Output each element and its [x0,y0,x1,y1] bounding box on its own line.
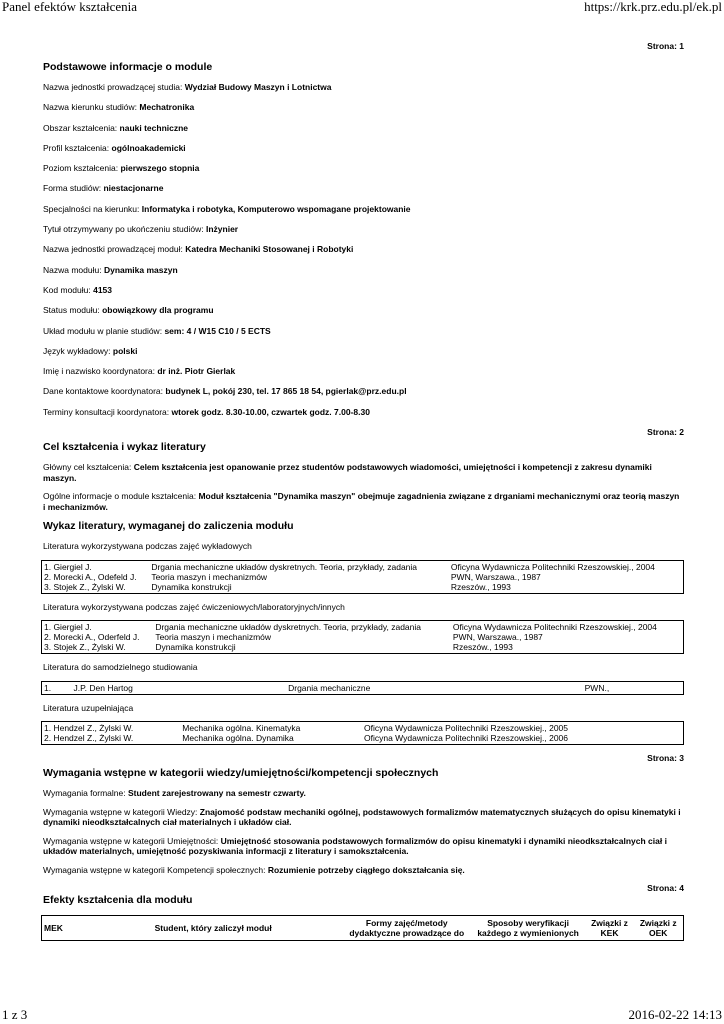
literature-title: Drgania mechaniczne układów dyskretnych. Teoria, przykłady, zadania [155,622,421,633]
formal-requirements: Wymagania formalne: Student zarejestrowany na semestr czwarty. [43,788,306,799]
literature-author: J.P. Den Hartog [73,682,133,693]
info-field: Tytuł otrzymywany po ukończeniu studiów: Inżynier [43,224,239,235]
literature-row [42,733,684,745]
self-literature-table [41,681,684,695]
literature-author: 3. Stojek Z., Żylski W. [44,642,126,653]
literature-publisher: PWN, Warszawa., 1987 [450,571,541,582]
info-field: Język wykładowy: polski [43,345,138,356]
literature-row [42,722,684,734]
info-field: Profil kształcenia: ogólnoakademicki [43,142,186,153]
column-header: Związki z KEK [591,918,628,939]
effects-table [41,915,684,941]
page-number: Strona: 1 [647,41,684,51]
column-header: MEK [44,923,63,934]
info-field: Imię i nazwisko koordynatora: dr inż. Piotr Gierlak [43,366,236,377]
literature-publisher: Rzeszów., 1993 [452,642,513,653]
info-field: Specjalności na kierunku: Informatyka i robotyka, Komputerowo wspomagane projektowanie [43,203,411,214]
literature-num: 1. [44,682,52,693]
basic-info-heading: Podstawowe informacje o module [43,61,213,73]
print-header [0,0,724,16]
page-number: Strona: 4 [647,883,684,894]
literature-author: 2. Hendzel Z., Żylski W. [44,733,134,744]
literature-title: Teoria maszyn i mechanizmów [155,632,272,643]
extra-literature-table [41,721,684,745]
literature-row [42,632,684,642]
column-header: Sposoby weryfikacji każdego z wymienionych [477,918,579,939]
literature-title: Dynamika konstrukcji [155,642,236,653]
info-field: Nazwa modułu: Dynamika maszyn [43,264,178,275]
effects-heading: Efekty kształcenia dla modułu [43,894,193,907]
info-field: Nazwa kierunku studiów: Mechatronika [43,102,195,113]
exercise-literature-label: Literatura wykorzystywana podczas zajęć ćwiczeniowych/laboratoryjnych/innych [43,601,345,612]
document-body [41,41,684,941]
literature-publisher: Oficyna Wydawnicza Politechniki Rzeszowskiej., 2004 [452,622,657,633]
column-header: Formy zajęć/metody dydaktyczne prowadzące do [349,918,465,939]
basic-info-fields [41,82,684,417]
knowledge-requirements: Wymagania wstępne w kategorii Wiedzy: Znajomość podstaw mechaniki ogólnej, podstawowych formalizmów matematycznych służących do opisu kinematyki i dynamiki nieodkształcalnych ciał materialnych i układów ciał. [43,806,681,828]
skills-requirements: Wymagania wstępne w kategorii Umiejętności: Umiejętność stosowania podstawowych formalizmów do opisu kinematyki i dynamiki nieodkształcalnych ciał i układów materialnych, umiejętność pozyskiwania informacji z literatury i samokształcenia. [43,835,667,857]
requirements-heading: Wymagania wstępne w kategorii wiedzy/umiejętności/kompetencji społecznych [43,767,439,780]
literature-publisher: Oficyna Wydawnicza Politechniki Rzeszowskiej., 2005 [364,723,569,734]
literature-title: Drgania mechaniczne [288,682,371,693]
column-header: Student, który zaliczył moduł [154,923,272,934]
page-number: Strona: 2 [647,427,684,438]
page-number: Strona: 3 [647,753,684,764]
literature-row [42,582,684,594]
literature-row [42,621,684,633]
info-field: Nazwa jednostki prowadzącej moduł: Katedra Mechaniki Stosowanej i Robotyki [43,244,354,255]
literature-author: 2. Morecki A., Oderfeld J. [44,632,140,643]
literature-author: 3. Stojek Z., Żylski W. [44,581,126,592]
lecture-literature-label: Literatura wykorzystywana podczas zajęć wykładowych [43,541,252,552]
extra-literature-label: Literatura uzupełniająca [43,702,134,713]
literature-row [42,681,684,694]
literature-row [42,642,684,654]
literature-row [42,560,684,572]
info-field: Układ modułu w planie studiów: sem: 4 / W15 C10 / 5 ECTS [43,325,271,336]
social-requirements: Wymagania wstępne w kategorii Kompetencji społecznych: Rozumienie potrzeby ciągłego dokształcania się. [43,864,465,875]
effects-table-header [42,916,684,941]
info-field: Dane kontaktowe koordynatora: budynek L, pokój 230, tel. 17 865 18 54, pgierlak@prz.edu.pl [43,386,407,397]
literature-publisher: PWN., [584,682,610,693]
general-info: Ogólne informacje o module kształcenia: Moduł kształcenia "Dynamika maszyn" obejmuje zagadnienia związane z drganiami mechanicznymi oraz teorią maszyn i mechanizmów. [43,491,680,512]
main-goal: Główny cel kształcenia: Celem kształcenia jest opanowanie przez studentów podstawowych wiadomości, umiejętności i kompetencji z zakresu dynamiki maszyn. [43,462,652,483]
page-url[interactable]: https://krk.prz.edu.pl/ek.pl [584,0,722,14]
literature-author: 1. Giergiel J. [44,561,92,572]
info-field: Forma studiów: niestacjonarne [43,183,164,194]
lecture-literature-table [41,560,684,594]
literature-publisher: Rzeszów., 1993 [450,581,511,592]
literature-title: Teoria maszyn i mechanizmów [151,571,268,582]
print-footer [0,1008,724,1024]
info-field: Status modułu: obowiązkowy dla programu [43,305,214,316]
literature-publisher: PWN, Warszawa., 1987 [452,632,543,643]
info-field: Terminy konsultacji koordynatora: wtorek godz. 8.30-10.00, czwartek godz. 7.00-8.30 [43,406,370,417]
info-field: Nazwa jednostki prowadzącej studia: Wydział Budowy Maszyn i Lotnictwa [43,82,332,92]
info-field: Obszar kształcenia: nauki techniczne [43,122,189,133]
self-literature-label: Literatura do samodzielnego studiowania [43,662,198,673]
literature-publisher: Oficyna Wydawnicza Politechniki Rzeszowskiej., 2004 [450,561,655,572]
literature-author: 1. Giergiel J. [44,622,92,633]
literature-title: Dynamika konstrukcji [151,581,232,592]
literature-title: Mechanika ogólna. Dynamika [182,733,294,744]
literature-title: Mechanika ogólna. Kinematyka [182,723,301,734]
goals-heading: Cel kształcenia i wykaz literatury [43,441,206,454]
page-counter: 1 z 3 [2,1007,28,1022]
print-datetime: 2016-02-22 14:13 [628,1007,722,1022]
exercise-literature-table [41,620,684,654]
column-header: Związki z OEK [639,918,677,939]
info-field: Kod modułu: 4153 [43,284,113,295]
page-title: Panel efektów kształcenia [2,0,137,14]
literature-title: Drgania mechaniczne układów dyskretnych. Teoria, przykłady, zadania [151,561,418,572]
literature-author: 1. Hendzel Z., Żylski W. [44,723,134,734]
literature-row [42,572,684,582]
literature-publisher: Oficyna Wydawnicza Politechniki Rzeszowskiej., 2006 [364,733,569,744]
literature-heading: Wykaz literatury, wymaganej do zaliczenia modułu [43,520,294,533]
literature-author: 2. Morecki A., Odefeld J. [44,571,137,582]
info-field: Poziom kształcenia: pierwszego stopnia [43,163,200,174]
